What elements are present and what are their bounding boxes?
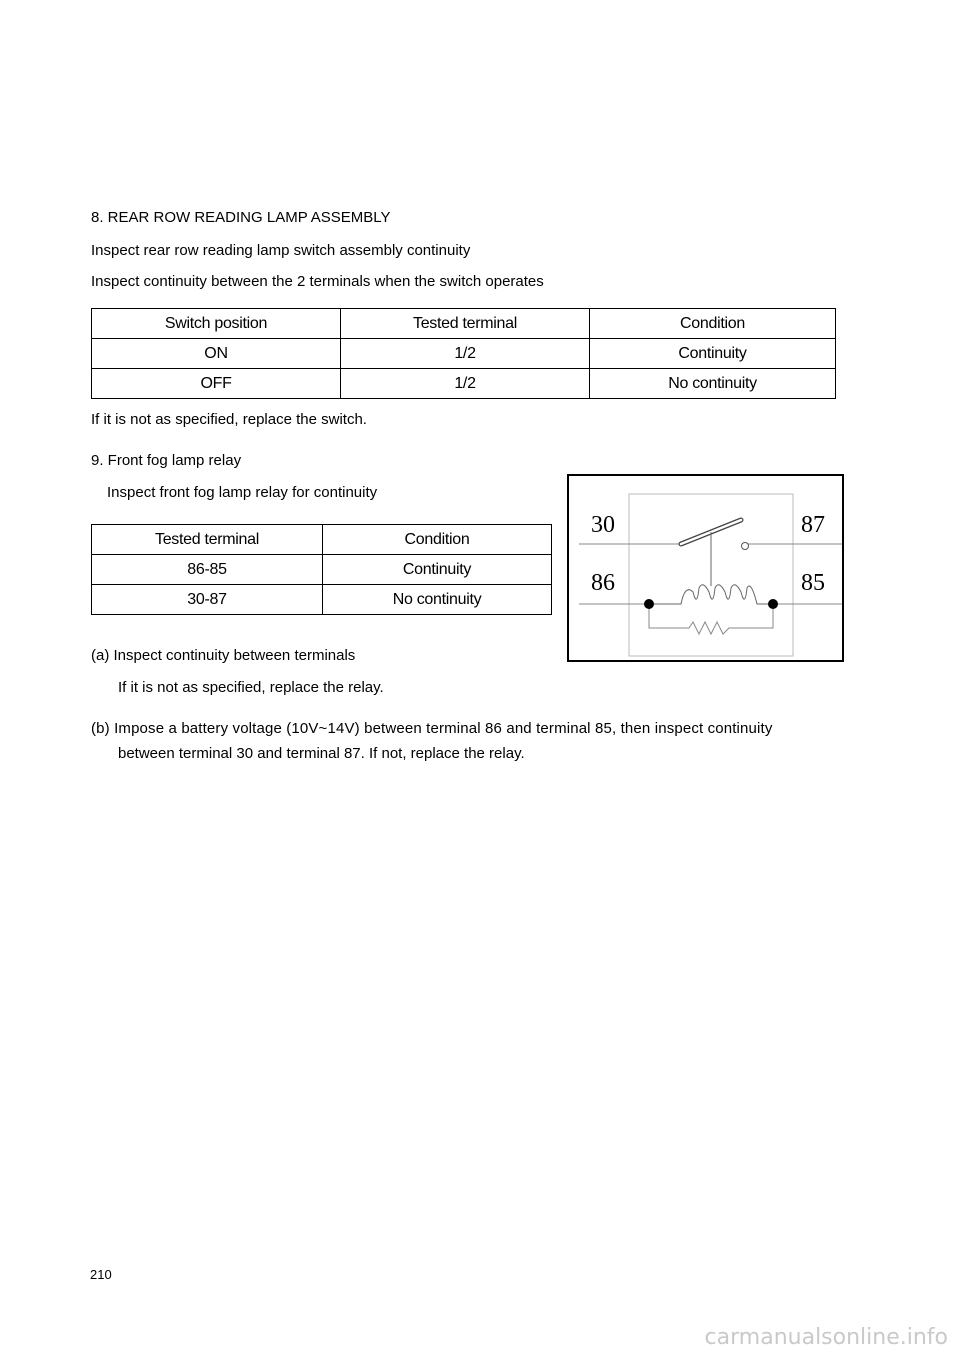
table-header-cell: Tested terminal [92, 525, 323, 555]
table-cell: No continuity [323, 585, 552, 615]
table-header-cell: Condition [590, 309, 836, 339]
table-row [92, 339, 836, 369]
relay-table [91, 524, 552, 615]
step-b-line-2: between terminal 30 and terminal 87. If not, replace the relay. [118, 745, 525, 762]
table-header-cell: Tested terminal [341, 309, 590, 339]
terminal-85-label: 85 [801, 570, 825, 596]
section-8-line-2: Inspect continuity between the 2 terminals when the switch operates [91, 273, 544, 290]
terminal-87-label: 87 [801, 512, 825, 538]
terminal-30-label: 30 [591, 512, 615, 538]
table-header-cell: Condition [323, 525, 552, 555]
table-cell: OFF [92, 369, 341, 399]
table-cell: 1/2 [341, 339, 590, 369]
relay-diagram [567, 474, 844, 662]
switch-table [91, 308, 836, 399]
table-row [92, 369, 836, 399]
section-9-line-1: Inspect front fog lamp relay for continuity [107, 484, 378, 501]
contact-87 [742, 543, 749, 550]
resistor [649, 604, 773, 634]
table-header-row [92, 525, 552, 555]
relay-schematic [569, 476, 842, 660]
table-cell: 30-87 [92, 585, 323, 615]
table-cell: Continuity [590, 339, 836, 369]
node-85 [768, 599, 778, 609]
table-cell: No continuity [590, 369, 836, 399]
table-cell: 1/2 [341, 369, 590, 399]
terminal-86-label: 86 [591, 570, 615, 596]
table-row [92, 555, 552, 585]
watermark: carmanualsonline.info [704, 1325, 948, 1350]
table-cell: ON [92, 339, 341, 369]
section-9-heading: 9. Front fog lamp relay [91, 452, 242, 469]
table-header-cell: Switch position [92, 309, 341, 339]
coil [649, 585, 773, 604]
step-b-line-1: (b) Impose a battery voltage (10V~14V) between terminal 86 and terminal 85, then inspect continuity [91, 720, 773, 737]
table-cell: Continuity [323, 555, 552, 585]
section-8-note: If it is not as specified, replace the switch. [91, 411, 367, 428]
page-number: 210 [90, 1267, 112, 1282]
node-86 [644, 599, 654, 609]
table-row [92, 585, 552, 615]
section-8-heading: 8. REAR ROW READING LAMP ASSEMBLY [91, 209, 391, 226]
table-cell: 86-85 [92, 555, 323, 585]
section-8-line-1: Inspect rear row reading lamp switch assembly continuity [91, 242, 471, 259]
step-a-note: If it is not as specified, replace the relay. [118, 679, 384, 696]
step-a: (a) Inspect continuity between terminals [91, 647, 356, 664]
table-header-row [92, 309, 836, 339]
